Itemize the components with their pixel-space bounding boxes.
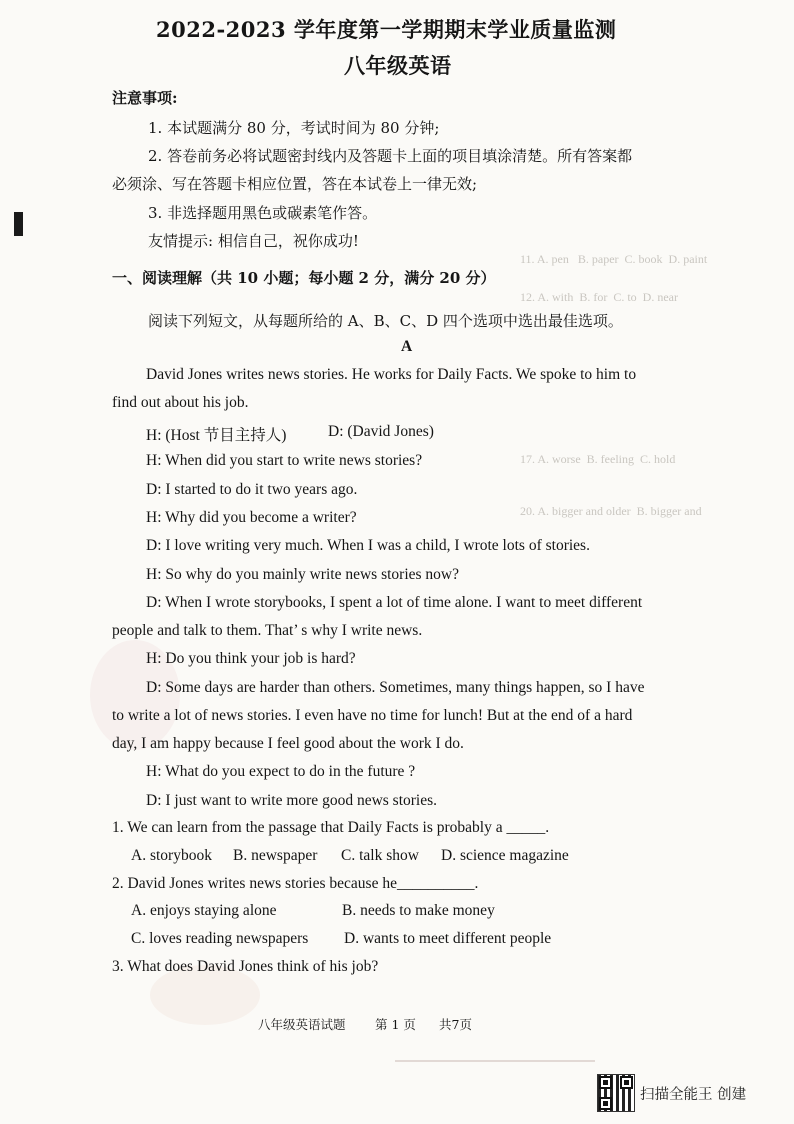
dialogue-line: D: I started to do it two years ago. bbox=[146, 481, 358, 498]
passage-label: A bbox=[401, 338, 413, 355]
option-1b: B. newspaper bbox=[233, 847, 318, 864]
option-2b: B. needs to make money bbox=[342, 902, 495, 919]
section-instruction: 阅读下列短文，从每题所给的 A、B、C、D 四个选项中选出最佳选项。 bbox=[148, 312, 623, 330]
question-3: 3. What does David Jones think of his job? bbox=[112, 958, 379, 975]
dialogue-line: people and talk to them. That’ s why I write news. bbox=[112, 622, 423, 639]
dialogue-line: D: When I wrote storybooks, I spent a lot of time alone. I want to meet different bbox=[146, 594, 643, 611]
exam-title: 2022-2023 学年度第一学期期末学业质量监测 bbox=[156, 17, 617, 42]
binding-mark bbox=[14, 212, 23, 236]
question-2: 2. David Jones writes news stories because he__________. bbox=[112, 875, 479, 892]
dialogue-line: D: Some days are harder than others. Sometimes, many things happen, so I have bbox=[146, 679, 645, 696]
show-through-text: 20. A. bigger and older B. bigger and bbox=[520, 504, 702, 518]
notes-item: 必须涂、写在答题卡相应位置，答在本试卷上一律无效; bbox=[112, 175, 478, 193]
footer-subject: 八年级英语试题 bbox=[258, 1017, 346, 1032]
qr-code-icon bbox=[597, 1074, 635, 1112]
legend-host: H: (Host 节目主持人) bbox=[146, 427, 287, 444]
dialogue-line: H: Why did you become a writer? bbox=[146, 509, 357, 526]
option-1c: C. talk show bbox=[341, 847, 419, 864]
show-through-text: 11. A. pen B. paper C. book D. paint bbox=[520, 252, 708, 266]
dialogue-line: H: When did you start to write news stories? bbox=[146, 452, 423, 469]
passage-line: find out about his job. bbox=[112, 394, 249, 411]
dialogue-line: to write a lot of news stories. I even have no time for lunch! But at the end of a hard bbox=[112, 707, 633, 724]
section-heading: 一、阅读理解（共 10 小题；每小题 2 分，满分 20 分） bbox=[112, 269, 496, 287]
dialogue-line: H: What do you expect to do in the future ? bbox=[146, 763, 416, 780]
notes-item: 3. 非选择题用黑色或碳素笔作答。 bbox=[148, 204, 378, 222]
notes-tip: 友情提示: 相信自己，祝你成功! bbox=[148, 232, 359, 250]
option-2c: C. loves reading newspapers bbox=[131, 930, 309, 947]
exam-subtitle: 八年级英语 bbox=[344, 53, 452, 78]
legend-david: D: (David Jones) bbox=[328, 423, 434, 440]
show-through-text: 12. A. with B. for C. to D. near bbox=[520, 290, 678, 304]
dialogue-line: D: I love writing very much. When I was a child, I wrote lots of stories. bbox=[146, 537, 590, 554]
dialogue-line: D: I just want to write more good news stories. bbox=[146, 792, 438, 809]
footer-rule bbox=[395, 1060, 595, 1062]
show-through-text: 17. A. worse B. feeling C. hold bbox=[520, 452, 676, 466]
dialogue-line: day, I am happy because I feel good about the work I do. bbox=[112, 735, 464, 752]
dialogue-line: H: Do you think your job is hard? bbox=[146, 650, 356, 667]
option-2d: D. wants to meet different people bbox=[344, 930, 552, 947]
option-1a: A. storybook bbox=[131, 847, 212, 864]
footer-page: 第 1 页 bbox=[375, 1017, 416, 1032]
passage-line: David Jones writes news stories. He works for Daily Facts. We spoke to him to bbox=[146, 366, 637, 383]
option-1d: D. science magazine bbox=[441, 847, 569, 864]
notes-item: 1. 本试题满分 80 分，考试时间为 80 分钟; bbox=[148, 119, 440, 137]
notes-item: 2. 答卷前务必将试题密封线内及答题卡上面的项目填涂清楚。所有答案都 bbox=[148, 147, 633, 165]
scanner-watermark: 扫描全能王 创建 bbox=[640, 1087, 747, 1103]
notes-heading: 注意事项: bbox=[112, 89, 178, 107]
question-1: 1. We can learn from the passage that Daily Facts is probably a _____. bbox=[112, 819, 550, 836]
footer-total: 共7页 bbox=[439, 1017, 472, 1032]
option-2a: A. enjoys staying alone bbox=[131, 902, 277, 919]
dialogue-line: H: So why do you mainly write news stories now? bbox=[146, 566, 459, 583]
